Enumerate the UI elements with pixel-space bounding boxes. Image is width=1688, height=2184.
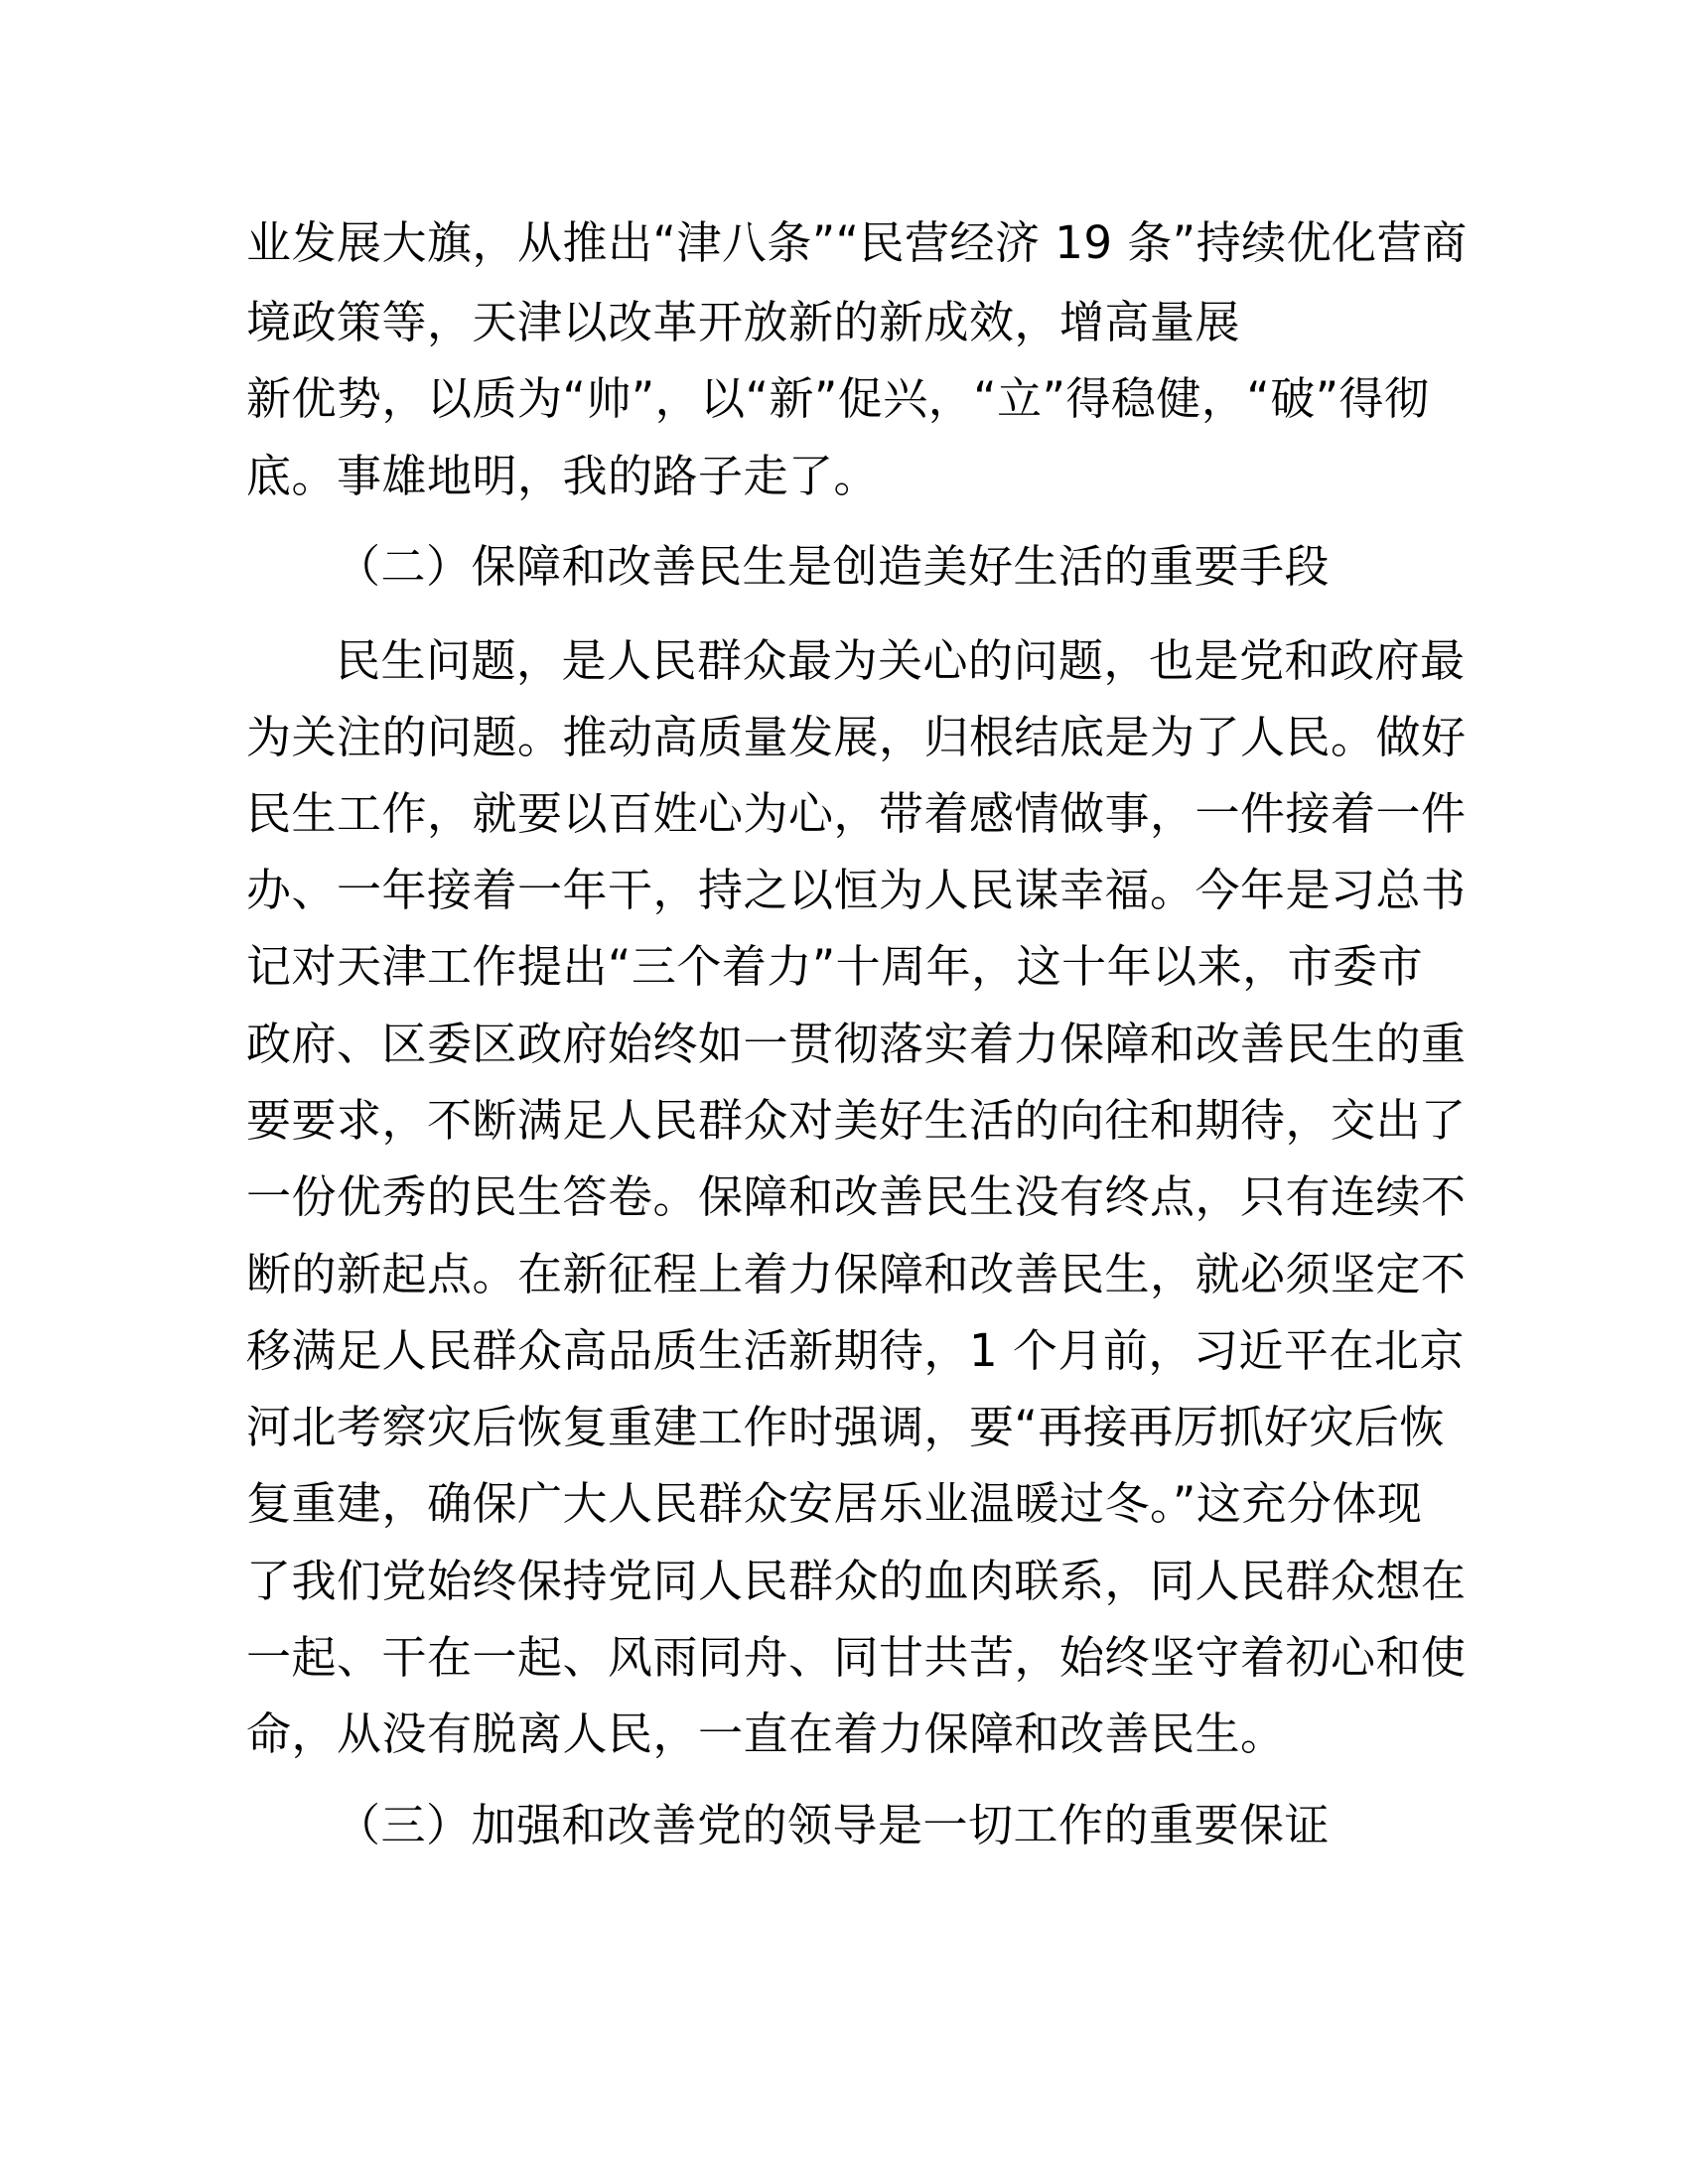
paragraph-line: 一起、干在一起、风雨同舟、同甘共苦，始终坚守着初心和使 [246,1631,1467,1684]
paragraph-line: 要要求，不断满足人民群众对美好生活的向往和期待，交出了 [246,1094,1467,1147]
paragraph-line: 为关注的问题。推动高质量发展，归根结底是为了人民。做好 [246,711,1467,763]
paragraph-line: 了我们党始终保持党同人民群众的血肉联系，同人民群众想在 [246,1555,1467,1607]
paragraph-line: 底。事雄地明，我的路子走了。 [246,450,880,502]
section-heading-3: （三）加强和改善党的领导是一切工作的重要保证 [336,1799,1331,1851]
paragraph-line: 业发展大旗，从推出“津八条”“民营经济 19 条”持续优化营商 [246,216,1468,269]
paragraph-line: 政府、区委区政府始终如一贯彻落实着力保障和改善民生的重 [246,1018,1467,1070]
paragraph-line: 断的新起点。在新征程上着力保障和改善民生，就必须坚定不 [246,1248,1467,1300]
paragraph-line: 一份优秀的民生答卷。保障和改善民生没有终点，只有连续不 [246,1170,1467,1223]
paragraph-line: 命，从没有脱离人民，一直在着力保障和改善民生。 [246,1707,1286,1760]
paragraph-line: 境政策等，天津以改革开放新的新成效，增高量展 [246,296,1241,348]
paragraph-line: 复重建，确保广大人民群众安居乐业温暖过冬。”这充分体现 [246,1477,1423,1530]
paragraph-line: 新优势，以质为“帅”，以“新”促兴，“立”得稳健，“破”得彻 [246,372,1430,425]
paragraph-line: 民生工作，就要以百姓心为心，带着感情做事，一件接着一件 [246,787,1467,840]
paragraph-line: 记对天津工作提出“三个着力”十周年，这十年以来，市委市 [246,940,1424,993]
paragraph-line: 民生问题，是人民群众最为关心的问题，也是党和政府最 [336,634,1466,687]
paragraph-line: 移满足人民群众高品质生活新期待，1 个月前，习近平在北京 [246,1324,1465,1377]
section-heading-2: （二）保障和改善民生是创造美好生活的重要手段 [336,540,1331,593]
paragraph-line: 河北考察灾后恢复重建工作时强调，要“再接再厉抓好灾后恢 [246,1401,1445,1453]
paragraph-line: 办、一年接着一年干，持之以恒为人民谋幸福。今年是习总书 [246,864,1467,916]
